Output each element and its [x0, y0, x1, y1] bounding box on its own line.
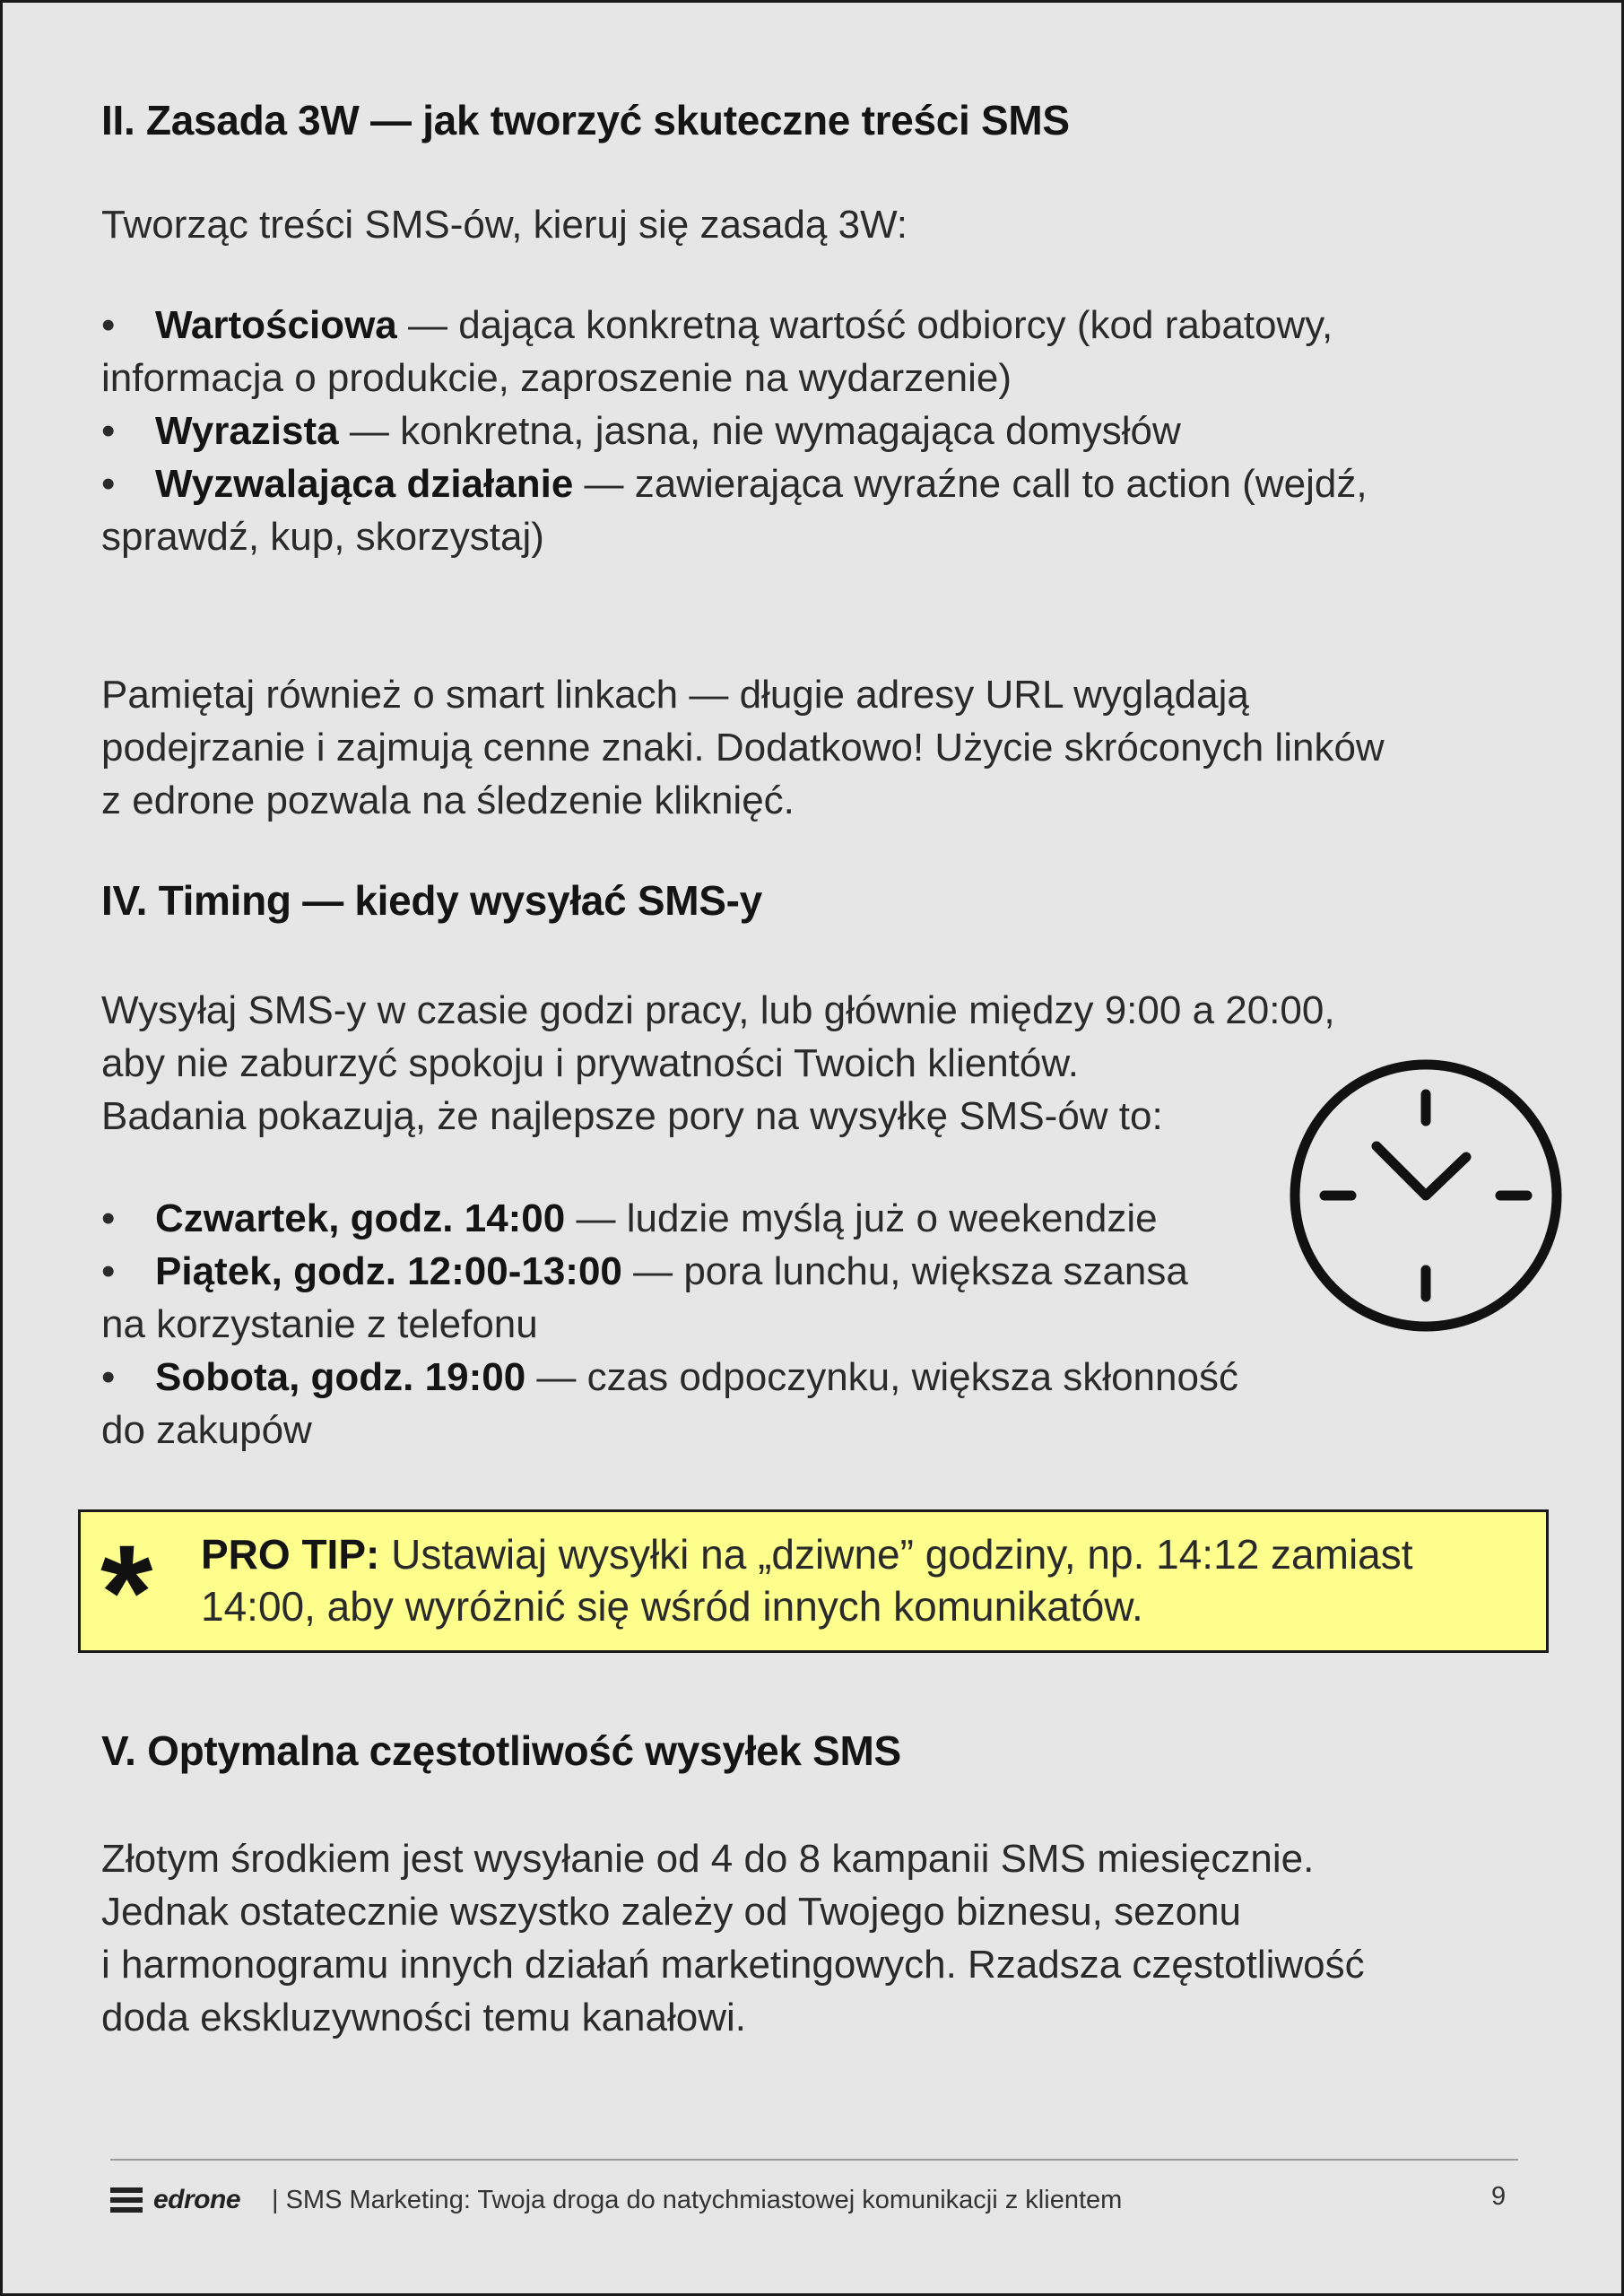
menu-lines-icon — [110, 2186, 144, 2214]
list-item: • Piątek, godz. 12:00-13:00 — pora lunchu, większa szansa — [101, 1245, 1238, 1298]
timing-intro: Wysyłaj SMS-y w czasie godzi pracy, lub głównie między 9:00 a 20:00, aby nie zaburzyć spokoju i prywatności Twoich klientów. Badania pokazują, że najlepsze pory na wysyłkę SMS-ów to: — [101, 988, 1335, 1138]
bullet-icon: • — [101, 1355, 116, 1399]
bullet-icon: • — [101, 1249, 116, 1293]
footer-title: | SMS Marketing: Twoja droga do natychmiastowej komunikacji z klientem — [272, 2186, 1123, 2214]
pro-tip-box — [78, 1509, 1549, 1667]
edrone-logo — [110, 2182, 240, 2218]
bullet-icon: • — [101, 409, 116, 453]
list-item: • Sobota, godz. 19:00 — czas odpoczynku, większa skłonność — [101, 1351, 1238, 1404]
frequency-paragraph: Złotym środkiem jest wysyłanie od 4 do 8 kampanii SMS miesięcznie. Jednak ostatecznie wszystko zależy od Twojego biznesu, sezonu i harmonogramu innych działań marketingowych. Rzadsza częstotliwość doda ekskluzywności temu kanałowi. — [101, 1837, 1365, 2039]
list-item-continuation: do zakupów — [101, 1408, 312, 1452]
clock-icon — [1287, 1057, 1565, 1335]
list-item-continuation: na korzystanie z telefonu — [101, 1302, 538, 1346]
list-item-continuation: sprawdź, kup, skorzystaj) — [101, 515, 544, 559]
list-item: • Wyrazista — konkretna, jasna, nie wymagająca domysłów — [101, 404, 1368, 457]
section-heading-3w: II. Zasada 3W — jak tworzyć skuteczne treści SMS — [101, 97, 1070, 144]
page-number: 9 — [1491, 2182, 1507, 2211]
smart-links-paragraph: Pamiętaj również o smart linkach — długie adresy URL wyglądają podejrzanie i zajmują cenne znaki. Dodatkowo! Użycie skróconych linków z edrone pozwala na śledzenie kliknięć. — [101, 673, 1385, 822]
section-heading-frequency: V. Optymalna częstotliwość wysyłek SMS — [101, 1727, 901, 1774]
list-item: • Wyzwalająca działanie — zawierająca wyraźne call to action (wejdź, — [101, 457, 1368, 510]
bullet-icon: • — [101, 462, 116, 506]
timing-list — [101, 1192, 1238, 1457]
list-3w — [101, 299, 1368, 563]
bullet-icon: • — [101, 303, 116, 347]
list-item: • Czwartek, godz. 14:00 — ludzie myślą już o weekendzie — [101, 1192, 1238, 1245]
section-3w-intro: Tworząc treści SMS-ów, kieruj się zasadą 3W: — [101, 203, 908, 247]
brand-name: edrone — [153, 2185, 241, 2214]
list-item: • Wartościowa — dająca konkretną wartość odbiorcy (kod rabatowy, — [101, 299, 1368, 352]
section-heading-timing: IV. Timing — kiedy wysyłać SMS-y — [101, 877, 762, 924]
asterisk-icon: * — [100, 1517, 153, 1667]
pro-tip-text: PRO TIP: Ustawiaj wysyłki na „dziwne” godziny, np. 14:12 zamiast 14:00, aby wyróżnić się wśród innych komunikatów. — [201, 1531, 1413, 1630]
footer-divider — [110, 2159, 1518, 2161]
list-item-continuation: informacja o produkcie, zaproszenie na wydarzenie) — [101, 356, 1012, 400]
bullet-icon: • — [101, 1196, 116, 1240]
